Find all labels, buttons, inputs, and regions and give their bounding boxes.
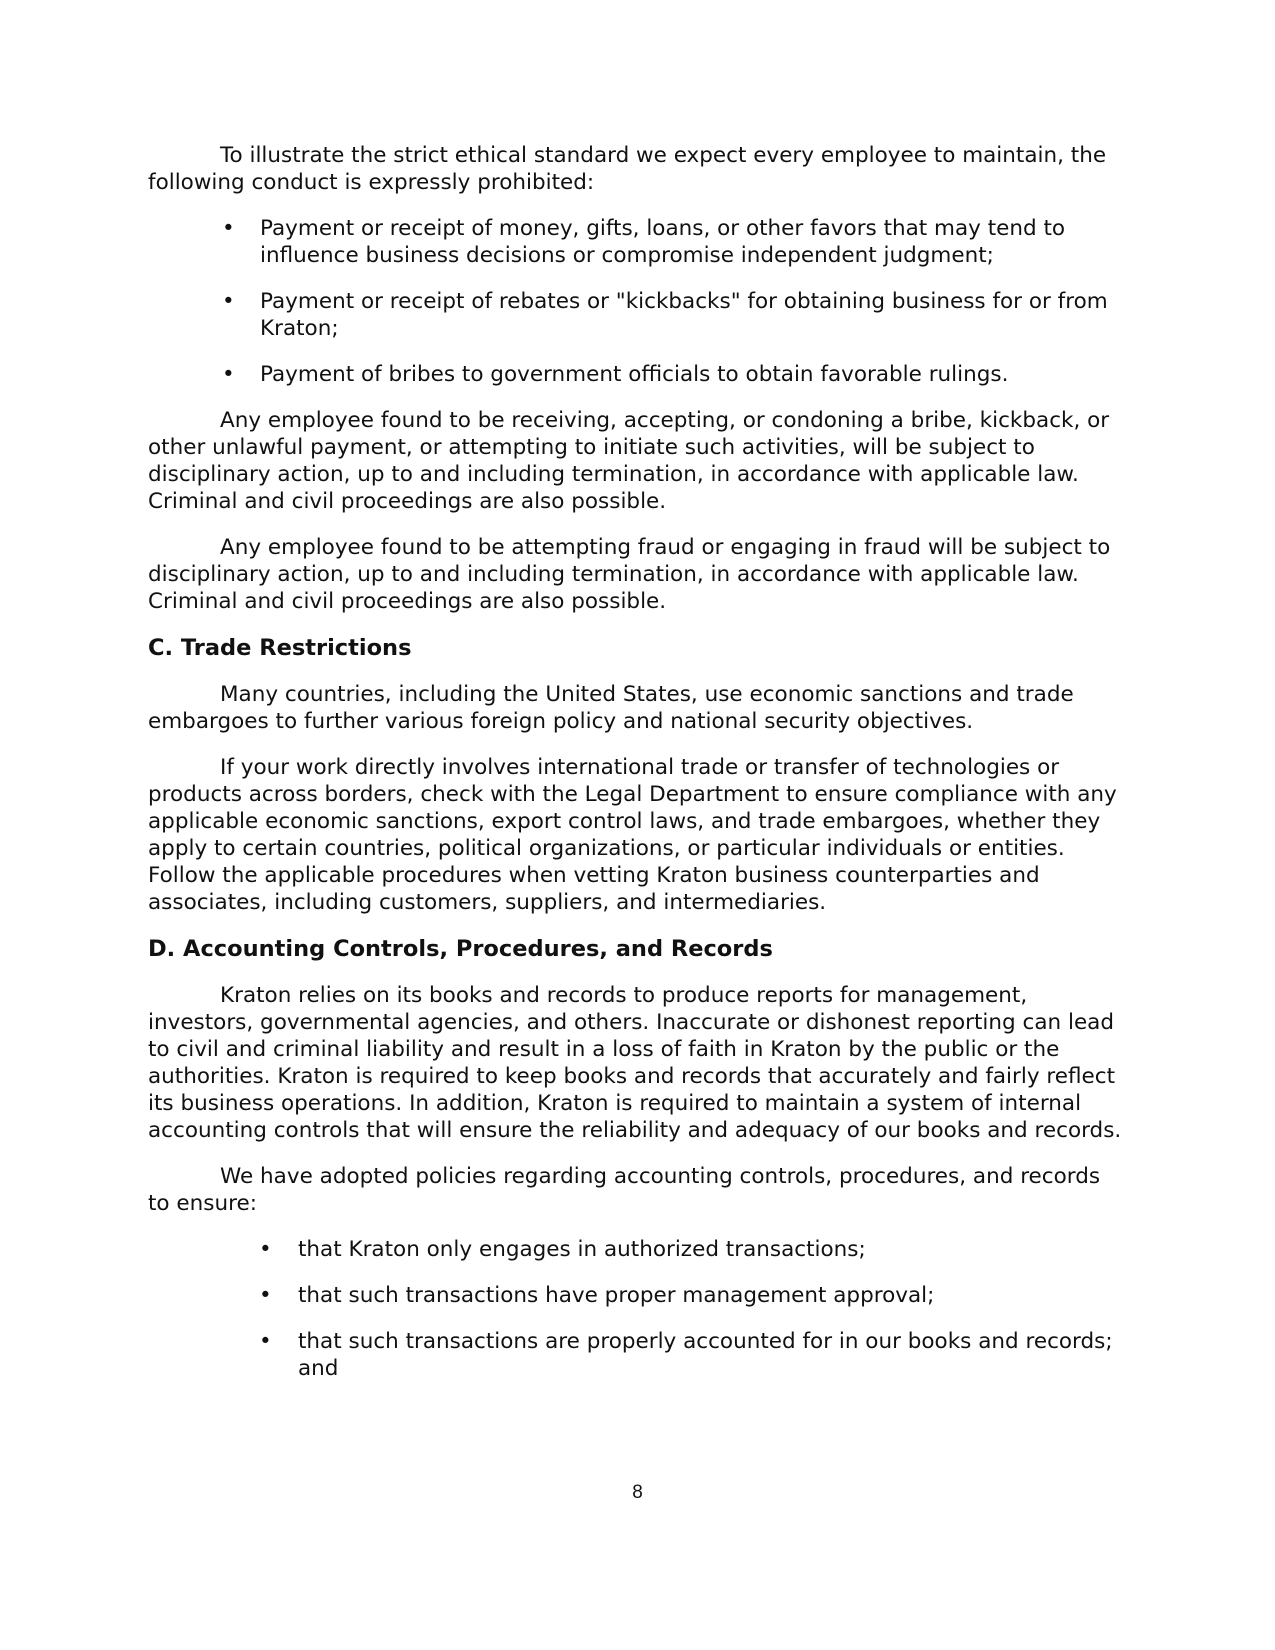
intro-paragraph: To illustrate the strict ethical standard we expect every employee to maintain, the following conduct is expressly prohibited:: [148, 143, 1107, 195]
list-item: • that Kraton only engages in authorized transactions;: [148, 1236, 1128, 1263]
accounting-controls-paragraph-2: We have adopted policies regarding accounting controls, procedures, and records to ensure:: [148, 1164, 1101, 1216]
accounting-controls-paragraph-1: Kraton relies on its books and records to produce reports for management, investors, governmental agencies, and others. Inaccurate or dishonest reporting can lead to civil and criminal liability and result in a loss of faith in Kraton by the public or the authorities. Kraton is required to keep books and records that accurately and fairly reflect its business operations. In addition, Kraton is required to maintain a system of internal accounting controls that will ensure the reliability and adequacy of our books and records.: [148, 983, 1122, 1143]
list-item: • that such transactions have proper management approval;: [148, 1282, 1128, 1309]
prohibited-conduct-list: [148, 215, 1128, 388]
fraud-consequences-paragraph: Any employee found to be attempting fraud or engaging in fraud will be subject to disciplinary action, up to and including termination, in accordance with applicable law. Criminal and civil proceedings are also possible.: [148, 535, 1111, 614]
list-item: • Payment of bribes to government officials to obtain favorable rulings.: [148, 361, 1128, 388]
list-item: • Payment or receipt of money, gifts, loans, or other favors that may tend to influence business decisions or compromise independent judgment;: [148, 215, 1128, 269]
list-item: • that such transactions are properly accounted for in our books and records; and: [148, 1328, 1128, 1382]
accounting-policies-list: [148, 1236, 1128, 1382]
bribe-consequences-paragraph: Any employee found to be receiving, accepting, or condoning a bribe, kickback, or other unlawful payment, or attempting to initiate such activities, will be subject to disciplinary action, up to and including termination, in accordance with applicable law. Criminal and civil proceedings are also possible.: [148, 408, 1110, 514]
list-item: • Payment or receipt of rebates or "kickbacks" for obtaining business for or from Kraton;: [148, 288, 1128, 342]
trade-restrictions-paragraph-2: If your work directly involves international trade or transfer of technologies or products across borders, check with the Legal Department to ensure compliance with any applicable economic sanctions, export control laws, and trade embargoes, whether they apply to certain countries, political organizations, or particular individuals or entities. Follow the applicable procedures when vetting Kraton business counterparties and associates, including customers, suppliers, and intermediaries.: [148, 755, 1117, 915]
section-heading-trade-restrictions: C. Trade Restrictions: [148, 635, 412, 661]
trade-restrictions-paragraph-1: Many countries, including the United States, use economic sanctions and trade embargoes to further various foreign policy and national security objectives.: [148, 682, 1074, 734]
document-page: [148, 142, 1128, 1382]
page-number: 8: [632, 1482, 643, 1503]
section-heading-accounting-controls: D. Accounting Controls, Procedures, and Records: [148, 936, 773, 962]
